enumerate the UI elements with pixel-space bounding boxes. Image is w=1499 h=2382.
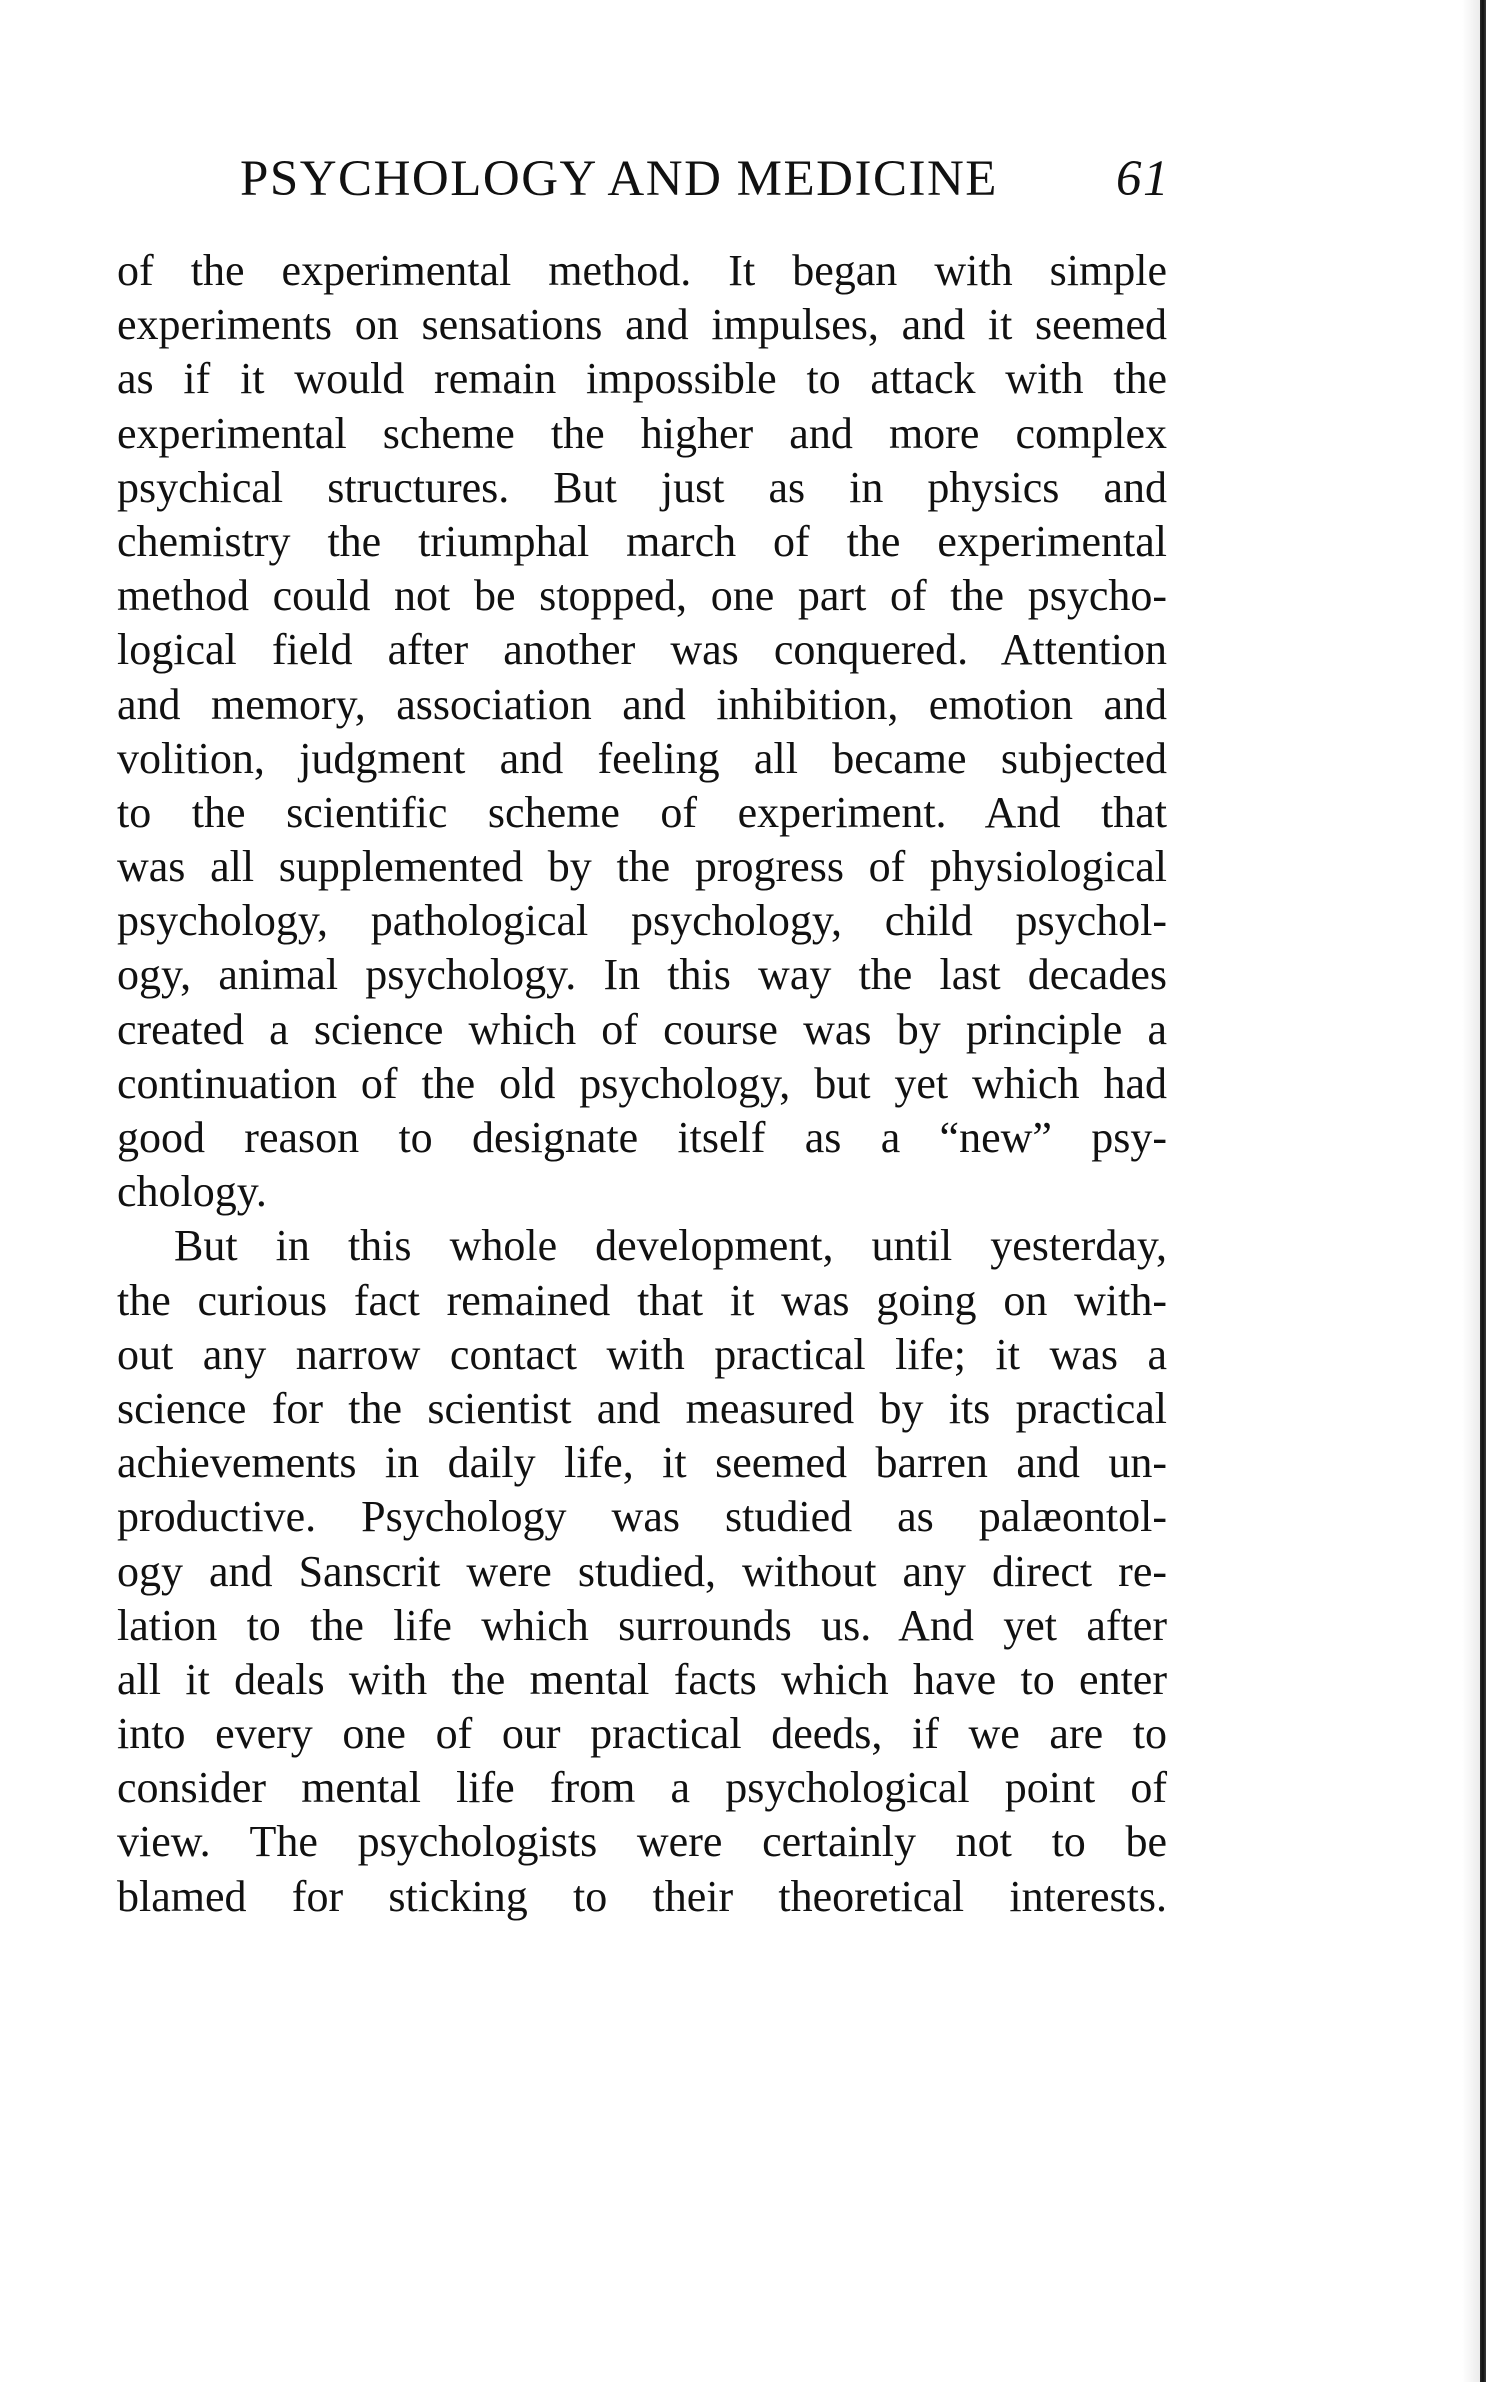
text-line: consider mental life from a psychological point of — [117, 1763, 1167, 1813]
text-line: psychical structures. But just as in physics and — [117, 462, 1167, 512]
text-line: volition, judgment and feeling all became subjected — [117, 733, 1167, 783]
binding-shadow — [1462, 0, 1480, 2382]
text-line: created a science which of course was by principle a — [117, 1004, 1167, 1054]
text-line: method could not be stopped, one part of the psycho- — [117, 571, 1167, 621]
text-line: achievements in daily life, it seemed barren and un- — [117, 1438, 1167, 1488]
text-line: and memory, association and inhibition, emotion and — [117, 679, 1167, 729]
text-line: all it deals with the mental facts which have to enter — [117, 1654, 1167, 1704]
text-line: blamed for sticking to their theoretical interests. — [117, 1871, 1167, 1921]
text-line: to the scientific scheme of experiment. And that — [117, 787, 1167, 837]
text-line: chology. — [117, 1167, 267, 1217]
text-line: as if it would remain impossible to attack with the — [117, 354, 1167, 404]
body-text — [117, 244, 1167, 1924]
text-line: into every one of our practical deeds, if we are to — [117, 1709, 1167, 1759]
paragraph-1 — [117, 244, 1167, 1219]
text-line: ogy and Sanscrit were studied, without any direct re- — [117, 1546, 1167, 1596]
running-title: PSYCHOLOGY AND MEDICINE — [240, 151, 998, 207]
page-number: 61 — [1116, 151, 1170, 207]
text-line: science for the scientist and measured by its practical — [117, 1383, 1167, 1433]
text-line: productive. Psychology was studied as palæontol- — [117, 1492, 1167, 1542]
paragraph-2 — [117, 1219, 1167, 1923]
text-line: was all supplemented by the progress of physiological — [117, 842, 1167, 892]
binding-edge — [1480, 0, 1486, 2382]
text-line: experimental scheme the higher and more complex — [117, 408, 1167, 458]
text-line: the curious fact remained that it was going on with- — [117, 1275, 1167, 1325]
text-line: continuation of the old psychology, but yet which had — [117, 1058, 1167, 1108]
running-head — [240, 150, 1170, 214]
text-line: logical field after another was conquered. Attention — [117, 625, 1167, 675]
text-line: experiments on sensations and impulses, and it seemed — [117, 300, 1167, 350]
text-line: of the experimental method. It began with simple — [117, 246, 1167, 295]
text-line: ogy, animal psychology. In this way the last decades — [117, 950, 1167, 1000]
text-line: chemistry the triumphal march of the experimental — [117, 516, 1167, 566]
text-line: view. The psychologists were certainly not to be — [117, 1817, 1167, 1867]
text-line: good reason to designate itself as a “new” psy- — [117, 1113, 1167, 1162]
text-line: psychology, pathological psychology, child psychol- — [117, 896, 1167, 946]
text-line: lation to the life which surrounds us. And yet after — [117, 1600, 1167, 1650]
text-line: But in this whole development, until yesterday, — [174, 1221, 1167, 1271]
text-line: out any narrow contact with practical life; it was a — [117, 1329, 1167, 1379]
